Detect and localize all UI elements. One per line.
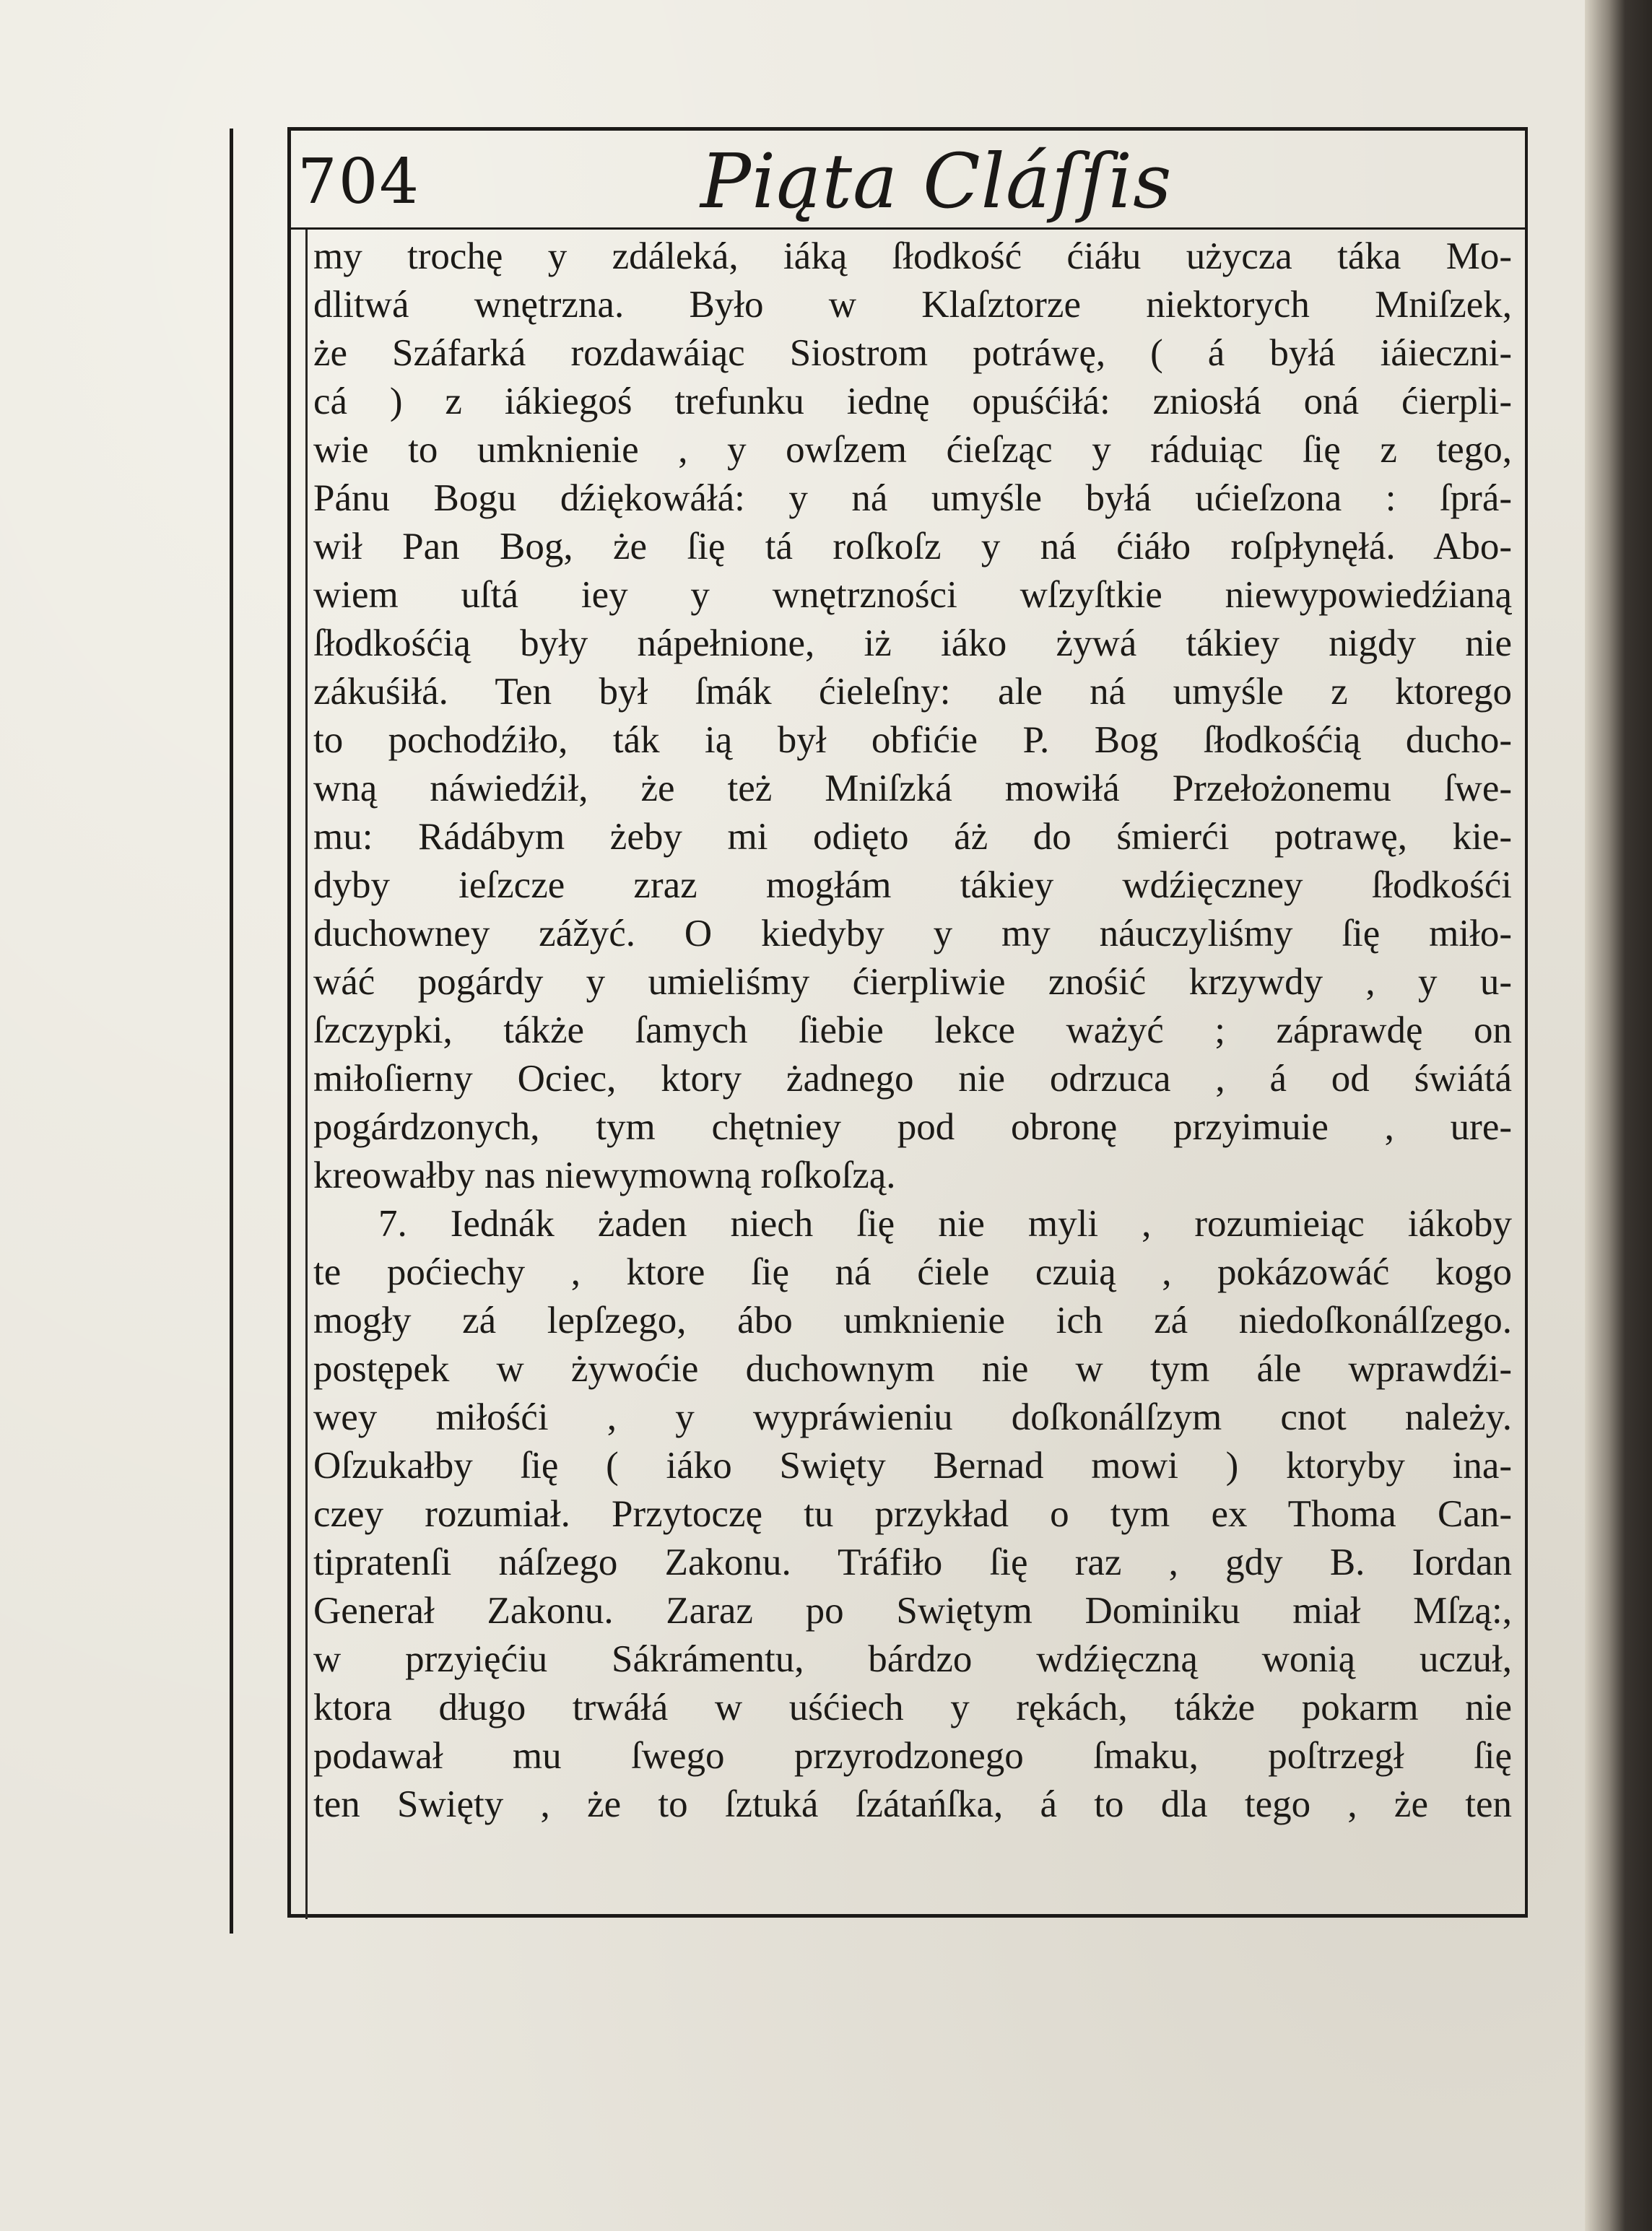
text-line: my trochę y zdáleká, iáką ſłodkość ćiáłu użycza táka Mo- [313,235,1512,277]
text-line: ktora długo trwáłá w uśćiech y rękách, tákże pokarm nie [313,1687,1512,1728]
page-header [296,137,1516,227]
text-line: wey miłośći , y wypráwieniu doſkonálſzym cnot należy. [313,1396,1512,1438]
text-line: wił Pan Bog, że ſię tá roſkoſz y ná ćiáło roſpłynęłá. Abo- [313,526,1512,567]
text-line: tipratenſi náſzego Zakonu. Tráfiło ſię raz , gdy B. Iordan [313,1541,1512,1583]
text-line: mogły zá lepſzego, ábo umknienie ich zá niedoſkonálſzego. [313,1300,1512,1341]
text-line: podawał mu ſwego przyrodzonego ſmaku, poſtrzegł ſię [313,1735,1512,1777]
text-line: wną náwiedźił, że też Mniſzká mowiłá Przełożonemu ſwe- [313,767,1512,809]
text-line: postępek w żywoćie duchownym nie w tym ále wprawdźi- [313,1348,1512,1390]
book-spine-edge [1585,0,1652,2231]
text-line: czey rozumiał. Przytoczę tu przykład o tym ex Thoma Can- [313,1493,1512,1535]
text-line: wiem uſtá iey y wnętrzności wſzyſtkie niewypowiedźianą [313,574,1512,616]
text-line: dlitwá wnętrzna. Było w Klaſztorze niektorych Mniſzek, [313,284,1512,326]
text-line: dyby ieſzcze zraz mogłám tákiey wdźięczney ſłodkośći [313,864,1512,906]
running-title: Piąta Cláſſis [700,137,1173,225]
text-line: Generał Zakonu. Zaraz po Swiętym Dominiku miał Mſzą:, [313,1590,1512,1632]
text-line: ten Swięty , że to ſztuká ſzátańſka, á to dla tego , że ten [313,1783,1512,1825]
header-rule [287,227,1528,230]
text-line: to pochodźiło, ták ią był obfićie P. Bog ſłodkośćią ducho- [313,719,1512,761]
text-line: ſłodkośćią były nápełnione, iż iáko żywá tákiey nigdy nie [313,622,1512,664]
text-line: Pánu Bogu dźiękowáłá: y ná umyśle byłá ućieſzona : ſprá- [313,477,1512,519]
text-line: mu: Rádábym żeby mi odięto áż do śmierći potrawę, kie- [313,816,1512,858]
text-line: wáć pogárdy y umieliśmy ćierpliwie znośić krzywdy , y u- [313,961,1512,1003]
text-line: Oſzukałby ſię ( iáko Swięty Bernad mowi ) ktoryby ina- [313,1445,1512,1487]
body-text [313,232,1512,1829]
text-line: pogárdzonych, tym chętniey pod obronę przyimuie , ure- [313,1106,1512,1148]
text-line: cá ) z iákiegoś trefunku iednę opuśćiłá: zniosłá oná ćierpli- [313,380,1512,422]
page-number: 704 [297,146,421,218]
text-line: te poćiechy , ktore ſię ná ćiele czuią , pokázowáć kogo [313,1251,1512,1293]
text-line: ſzczypki, tákże ſamych ſiebie lekce ważyć ; záprawdę on [313,1009,1512,1051]
text-line: w przyięćiu Sákrámentu, bárdzo wdźięczną wonią uczuł, [313,1638,1512,1680]
text-line: kreowałby nas niewymowną roſkoſzą. [313,1154,896,1196]
inner-margin-rule [305,230,308,1919]
outer-margin-rule [230,129,233,1934]
paragraph-start-line: 7. Iednák żaden niech ſię nie myli , rozumieiąc iákoby [378,1203,1512,1245]
text-line: wie to umknienie , y owſzem ćieſząc y ráduiąc ſię z tego, [313,429,1512,471]
text-line: że Száfarká rozdawáiąc Siostrom potráwę, ( á byłá iáieczni- [313,332,1512,374]
text-line: zákuśiłá. Ten był ſmák ćieleſny: ale ná umyśle z ktorego [313,671,1512,713]
text-line: miłoſierny Ociec, ktory żadnego nie odrzuca , á od świátá [313,1058,1512,1100]
text-line: duchowney zážyć. O kiedyby y my náuczyliśmy ſię miło- [313,913,1512,954]
